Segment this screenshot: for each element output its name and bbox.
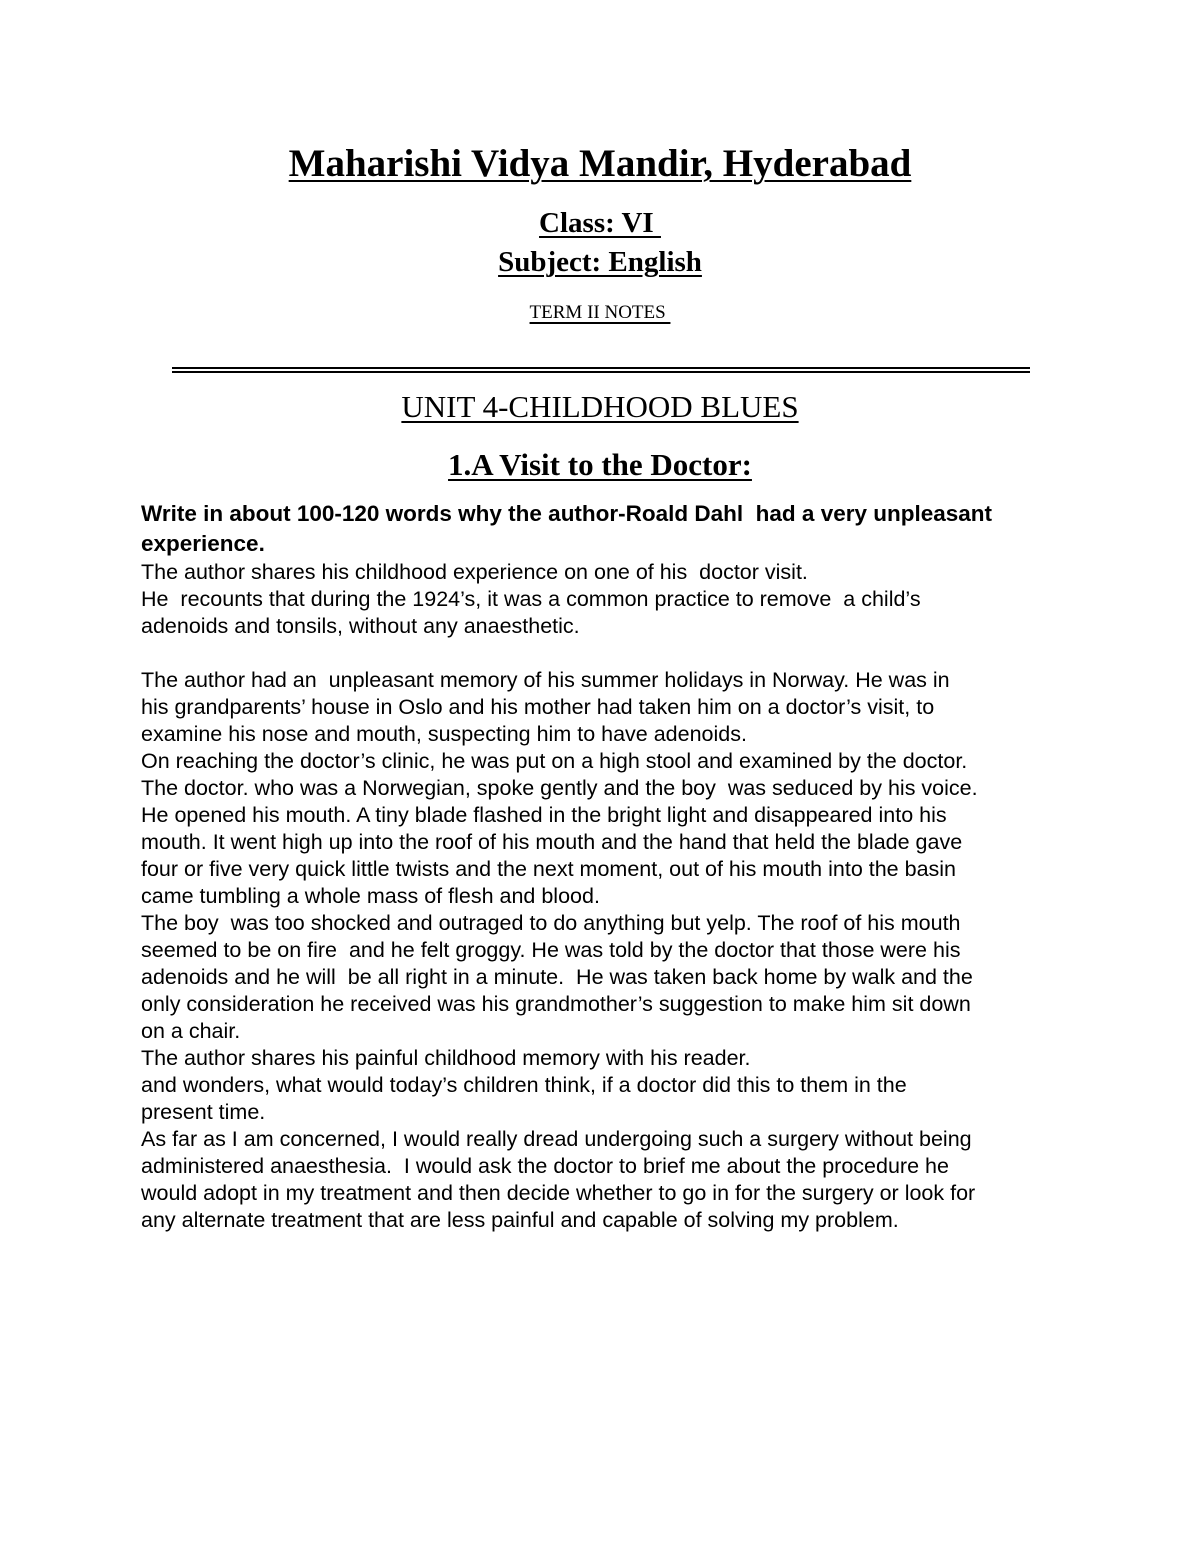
question-line: experience. (141, 531, 265, 556)
school-title-text: Maharishi Vidya Mandir, Hyderabad (288, 142, 912, 185)
chapter-title (0, 447, 1200, 483)
answer-line: adenoids and tonsils, without any anaesthetic. (141, 614, 580, 638)
paragraph-spacer (141, 640, 1071, 667)
answer-line: only consideration he received was his grandmother’s suggestion to make him sit down (141, 992, 971, 1016)
answer-line: He opened his mouth. A tiny blade flashed in the bright light and disappeared into his (141, 803, 947, 827)
answer-line: his grandparents’ house in Oslo and his mother had taken him on a doctor’s visit, to (141, 695, 935, 719)
subject-heading (0, 246, 1200, 279)
unit-title-text: UNIT 4-CHILDHOOD BLUES (401, 389, 799, 424)
notes-body (141, 499, 1071, 1234)
answer-paragraph-1 (141, 559, 1071, 640)
term-heading (0, 302, 1200, 324)
answer-line: The author had an unpleasant memory of his summer holidays in Norway. He was in (141, 668, 950, 692)
answer-line: present time. (141, 1100, 266, 1124)
answer-line: He recounts that during the 1924’s, it was a common practice to remove a child’s (141, 587, 921, 611)
answer-line: and wonders, what would today’s children think, if a doctor did this to them in the (141, 1073, 907, 1097)
answer-line: The boy was too shocked and outraged to do anything but yelp. The roof of his mouth (141, 911, 961, 935)
chapter-title-text: 1.A Visit to the Doctor: (448, 447, 752, 482)
answer-line: adenoids and he will be all right in a minute. He was taken back home by walk and the (141, 965, 973, 989)
class-heading-text: Class: VI (539, 207, 661, 239)
term-heading-text: TERM II NOTES (529, 302, 671, 323)
answer-line: any alternate treatment that are less painful and capable of solving my problem. (141, 1208, 899, 1232)
unit-title (0, 389, 1200, 425)
answer-line: As far as I am concerned, I would really dread undergoing such a surgery without being (141, 1127, 972, 1151)
answer-line: would adopt in my treatment and then decide whether to go in for the surgery or look for (141, 1181, 976, 1205)
answer-line: The author shares his painful childhood memory with his reader. (141, 1046, 751, 1070)
answer-line: examine his nose and mouth, suspecting him to have adenoids. (141, 722, 747, 746)
answer-line: On reaching the doctor’s clinic, he was put on a high stool and examined by the doctor. (141, 749, 968, 773)
answer-line: The doctor. who was a Norwegian, spoke gently and the boy was seduced by his voice. (141, 776, 978, 800)
question (141, 499, 1071, 559)
answer-paragraph-2 (141, 667, 1071, 1234)
class-heading (0, 207, 1200, 240)
answer-line: administered anaesthesia. I would ask the doctor to brief me about the procedure he (141, 1154, 949, 1178)
subject-heading-text: Subject: English (498, 246, 702, 278)
answer-line: seemed to be on fire and he felt groggy. He was told by the doctor that those were his (141, 938, 961, 962)
answer-line: four or five very quick little twists and the next moment, out of his mouth into the basin (141, 857, 957, 881)
question-line: Write in about 100-120 words why the author-Roald Dahl had a very unpleasant (141, 501, 993, 526)
double-divider (172, 367, 1030, 373)
school-title (0, 141, 1200, 186)
answer-line: on a chair. (141, 1019, 241, 1043)
answer-line: came tumbling a whole mass of flesh and blood. (141, 884, 600, 908)
answer-line: mouth. It went high up into the roof of his mouth and the hand that held the blade gave (141, 830, 963, 854)
answer-line: The author shares his childhood experience on one of his doctor visit. (141, 560, 808, 584)
